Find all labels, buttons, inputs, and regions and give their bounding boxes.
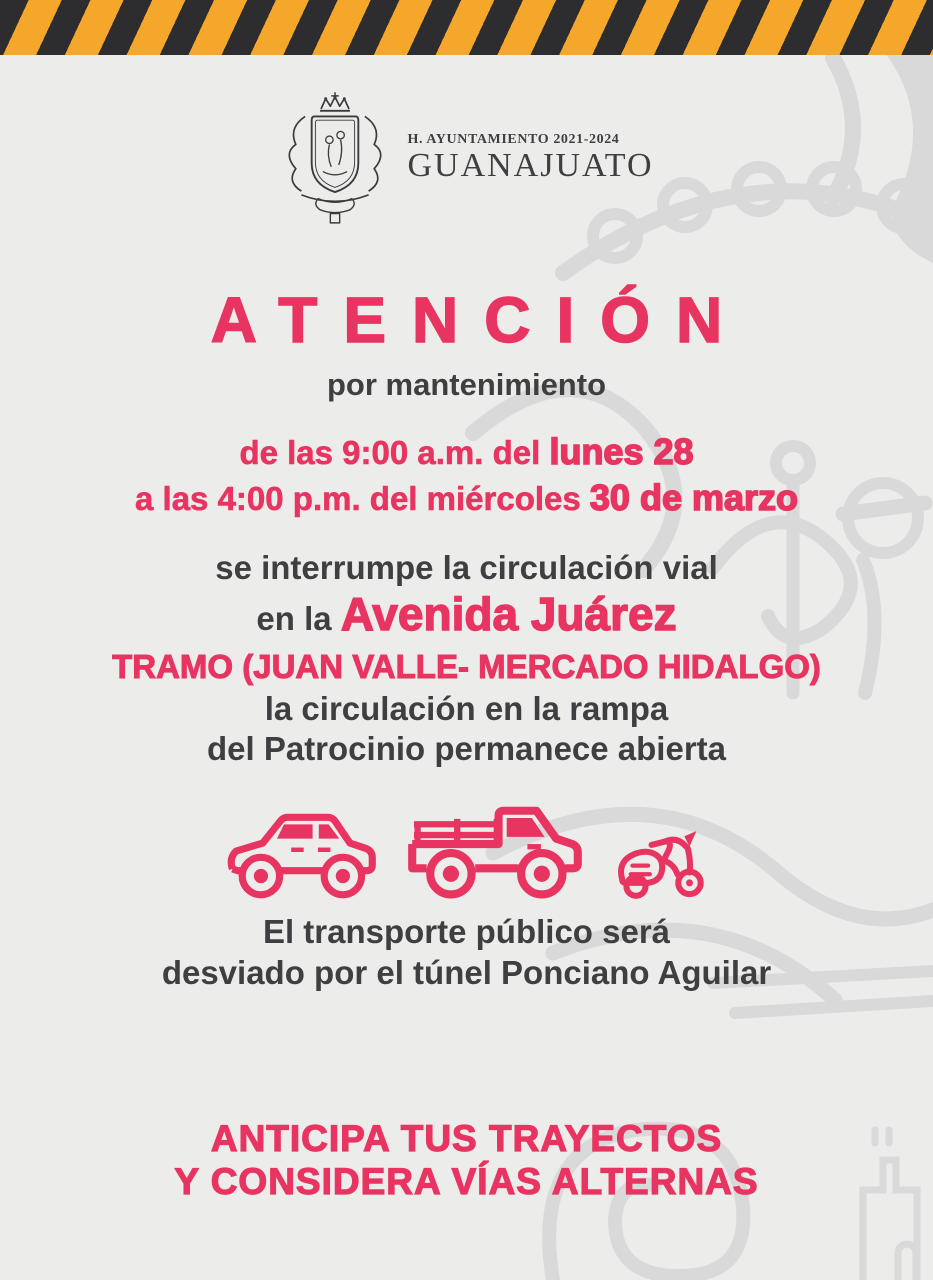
closure-block: [0, 548, 933, 769]
vehicle-icons-row: [0, 801, 933, 901]
org-text-block: [407, 132, 653, 184]
hazard-stripe-banner: [0, 0, 933, 55]
schedule-end-day: 30 de marzo: [589, 477, 798, 518]
schedule-block: [0, 429, 933, 521]
transport-line-1: El transporte público será: [262, 913, 671, 950]
notice-content: [0, 88, 933, 1203]
schedule-line-1: de las 9:00 a.m. del lunes 28: [239, 431, 694, 472]
closure-line-5: del Patrocinio permanece abierta: [206, 730, 727, 767]
transport-line-2: desviado por el túnel Ponciano Aguilar: [161, 954, 772, 991]
closure-line-1: se interrumpe la circulación vial: [215, 549, 718, 586]
closure-segment-line: TRAMO (JUAN VALLE- MERCADO HIDALGO): [112, 648, 821, 685]
transport-block: [0, 911, 933, 993]
notice-subtitle: por mantenimiento: [326, 367, 606, 402]
avenue-name: Avenida Juárez: [340, 588, 677, 640]
advice-line-2: Y CONSIDERA VÍAS ALTERNAS: [174, 1161, 759, 1202]
car-icon: [225, 803, 377, 901]
advice-line-1: ANTICIPA TUS TRAYECTOS: [210, 1118, 723, 1159]
municipal-logo: [0, 88, 933, 228]
coat-of-arms-icon: [279, 89, 391, 227]
scooter-icon: [613, 819, 709, 901]
closure-line-4: la circulación en la rampa: [264, 690, 669, 727]
notice-title: ATENCIÓN: [210, 284, 749, 356]
advice-block: [0, 1117, 933, 1203]
schedule-line-2: a las 4:00 p.m. del miércoles 30 de marzo: [135, 477, 798, 518]
org-city-name: GUANAJUATO: [407, 147, 654, 185]
schedule-start-day: lunes 28: [549, 431, 694, 472]
closure-avenue-line: en la Avenida Juárez: [256, 588, 677, 640]
pickup-truck-icon: [405, 797, 585, 901]
org-administration-label: H. AYUNTAMIENTO 2021-2024: [407, 132, 620, 148]
